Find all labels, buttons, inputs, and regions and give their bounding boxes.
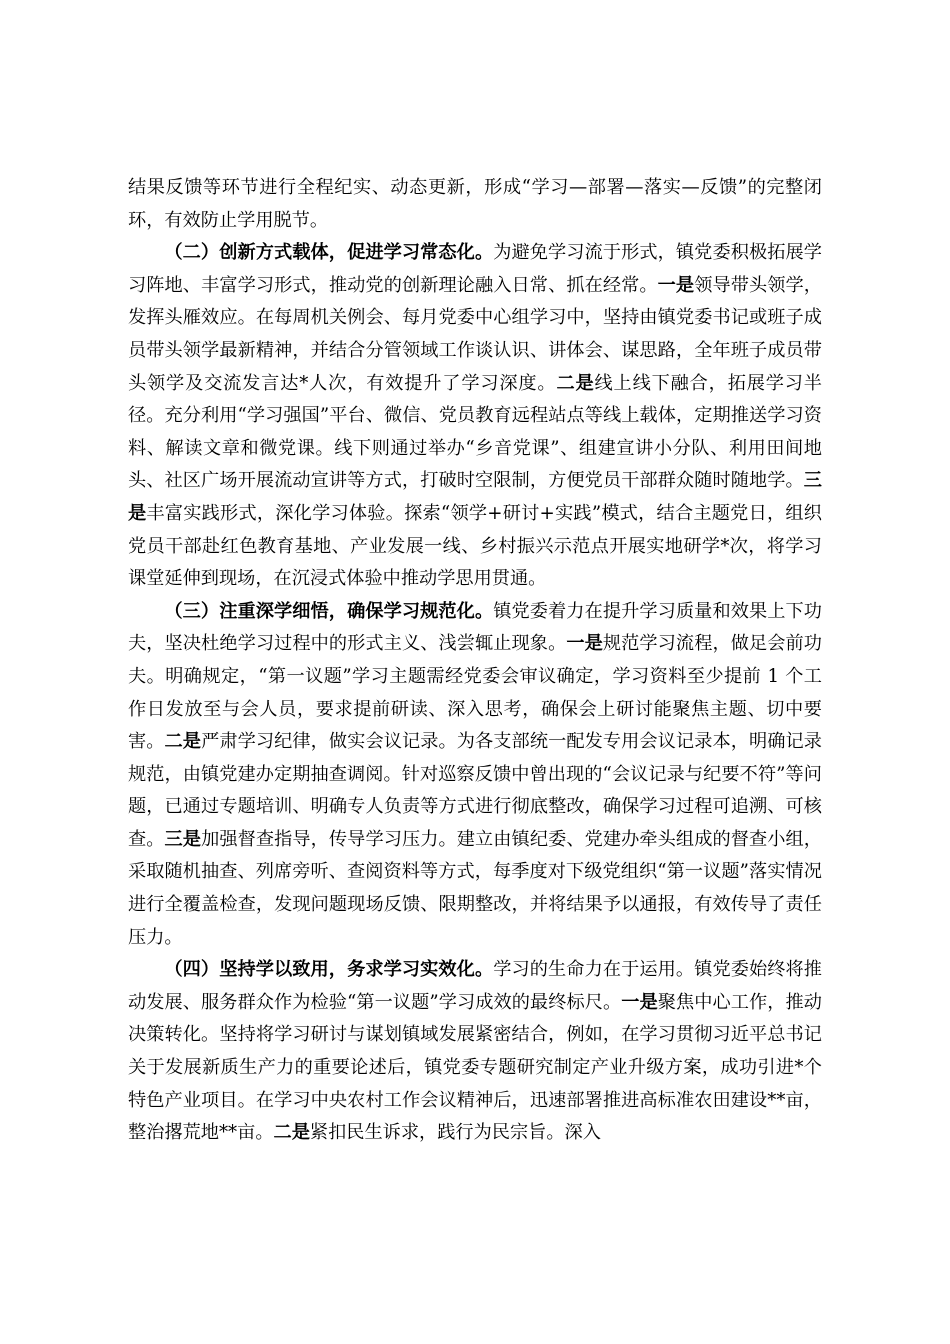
document-page bbox=[128, 172, 822, 1150]
body-text: 为避免学习流于形式，镇党委积极拓展学习阵地、丰富学习形式，推动党的创新理论融入日常、抓在经常。 bbox=[128, 242, 822, 296]
body-text: 结果反馈等环节进行全程纪实、动态更新，形成“学习—部署—落实—反馈”的完整闭环，有效防止学用脱节。 bbox=[128, 177, 822, 231]
body-text: 领导带头领学，发挥头雁效应。在每周机关例会、每月党委中心组学习中，坚持由镇党委书记或班子成员带头领学最新精神，并结合分管领域工作谈认识、讲体会、谋思路，全年班子成员带头领学及交流发言达*人次，有效提升了学习深度。 bbox=[128, 274, 822, 394]
section-heading: （三）注重深学细悟，确保学习规范化。 bbox=[164, 600, 494, 622]
body-text: 聚焦中心工作，推动决策转化。坚持将学习研讨与谋划镇域发展紧密结合，例如，在学习贯彻习近平总书记关于发展新质生产力的重要论述后，镇党委专题研究制定产业升级方案，成功引进*个特色产业项目。在学习中央农村工作会议精神后，迅速部署推进高标准农田建设**亩，整治撂荒地**亩。 bbox=[128, 991, 822, 1144]
paragraph-section-4 bbox=[128, 954, 822, 1150]
section-heading: （二）创新方式载体，促进学习常态化。 bbox=[164, 242, 494, 264]
body-text: 加强督查指导，传导学习压力。建立由镇纪委、党建办牵头组成的督查小组，采取随机抽查、列席旁听、查阅资料等方式，每季度对下级党组织“第一议题”落实情况进行全覆盖检查，发现问题现场反馈、限期整改，并将结果予以通报，有效传导了责任压力。 bbox=[128, 828, 822, 948]
point-marker: 二是 bbox=[556, 372, 595, 394]
point-marker: 三是 bbox=[164, 828, 202, 850]
body-text: 线上线下融合，拓展学习半径。充分利用“学习强国”平台、微信、党员教育远程站点等线上载体，定期推送学习资料、解读文章和微党课。线下则通过举办“乡音党课”、组建宣讲小分队、利用田间地头、社区广场开展流动宣讲等方式，打破时空限制，方便党员干部群众随时随地学。 bbox=[128, 372, 822, 492]
point-marker: 一是 bbox=[657, 274, 695, 296]
body-text: 严肃学习纪律，做实会议记录。为各支部统一配发专用会议记录本，明确记录规范，由镇党建办定期抽查调阅。针对巡察反馈中曾出现的“会议记录与纪要不符”等问题，已通过专题培训、明确专人负责等方式进行彻底整改，确保学习过程可追溯、可核查。 bbox=[128, 731, 822, 850]
point-marker: 一是 bbox=[621, 991, 658, 1013]
body-text: 学习的生命力在于运用。镇党委始终将推动发展、服务群众作为检验“第一议题”学习成效的最终标尺。 bbox=[128, 959, 822, 1013]
paragraph-section-2 bbox=[128, 237, 822, 596]
paragraph-continuation bbox=[128, 172, 822, 237]
point-marker: 一是 bbox=[566, 633, 603, 655]
paragraph-section-3 bbox=[128, 596, 822, 955]
point-marker: 二是 bbox=[164, 731, 202, 753]
body-text: 紧扣民生诉求，践行为民宗旨。深入 bbox=[309, 1122, 601, 1144]
section-heading: （四）坚持学以致用，务求学习实效化。 bbox=[164, 959, 494, 981]
body-text: 规范学习流程，做足会前功夫。明确规定，“第一议题”学习主题需经党委会审议确定，学习资料至少提前 1 个工作日发放至与会人员，要求提前研读、深入思考，确保会上研讨能聚焦主题、切中要害。 bbox=[128, 633, 822, 753]
body-text: 镇党委着力在提升学习质量和效果上下功夫，坚决杜绝学习过程中的形式主义、浅尝辄止现象。 bbox=[128, 600, 822, 655]
point-marker: 二是 bbox=[273, 1122, 310, 1144]
point-marker: 三是 bbox=[128, 470, 822, 524]
body-text: 丰富实践形式，深化学习体验。探索“领学+研讨+实践”模式，结合主题党日，组织党员干部赴红色教育基地、产业发展一线、乡村振兴示范点开展实地研学*次，将学习课堂延伸到现场，在沉浸式体验中推动学思用贯通。 bbox=[128, 502, 822, 590]
